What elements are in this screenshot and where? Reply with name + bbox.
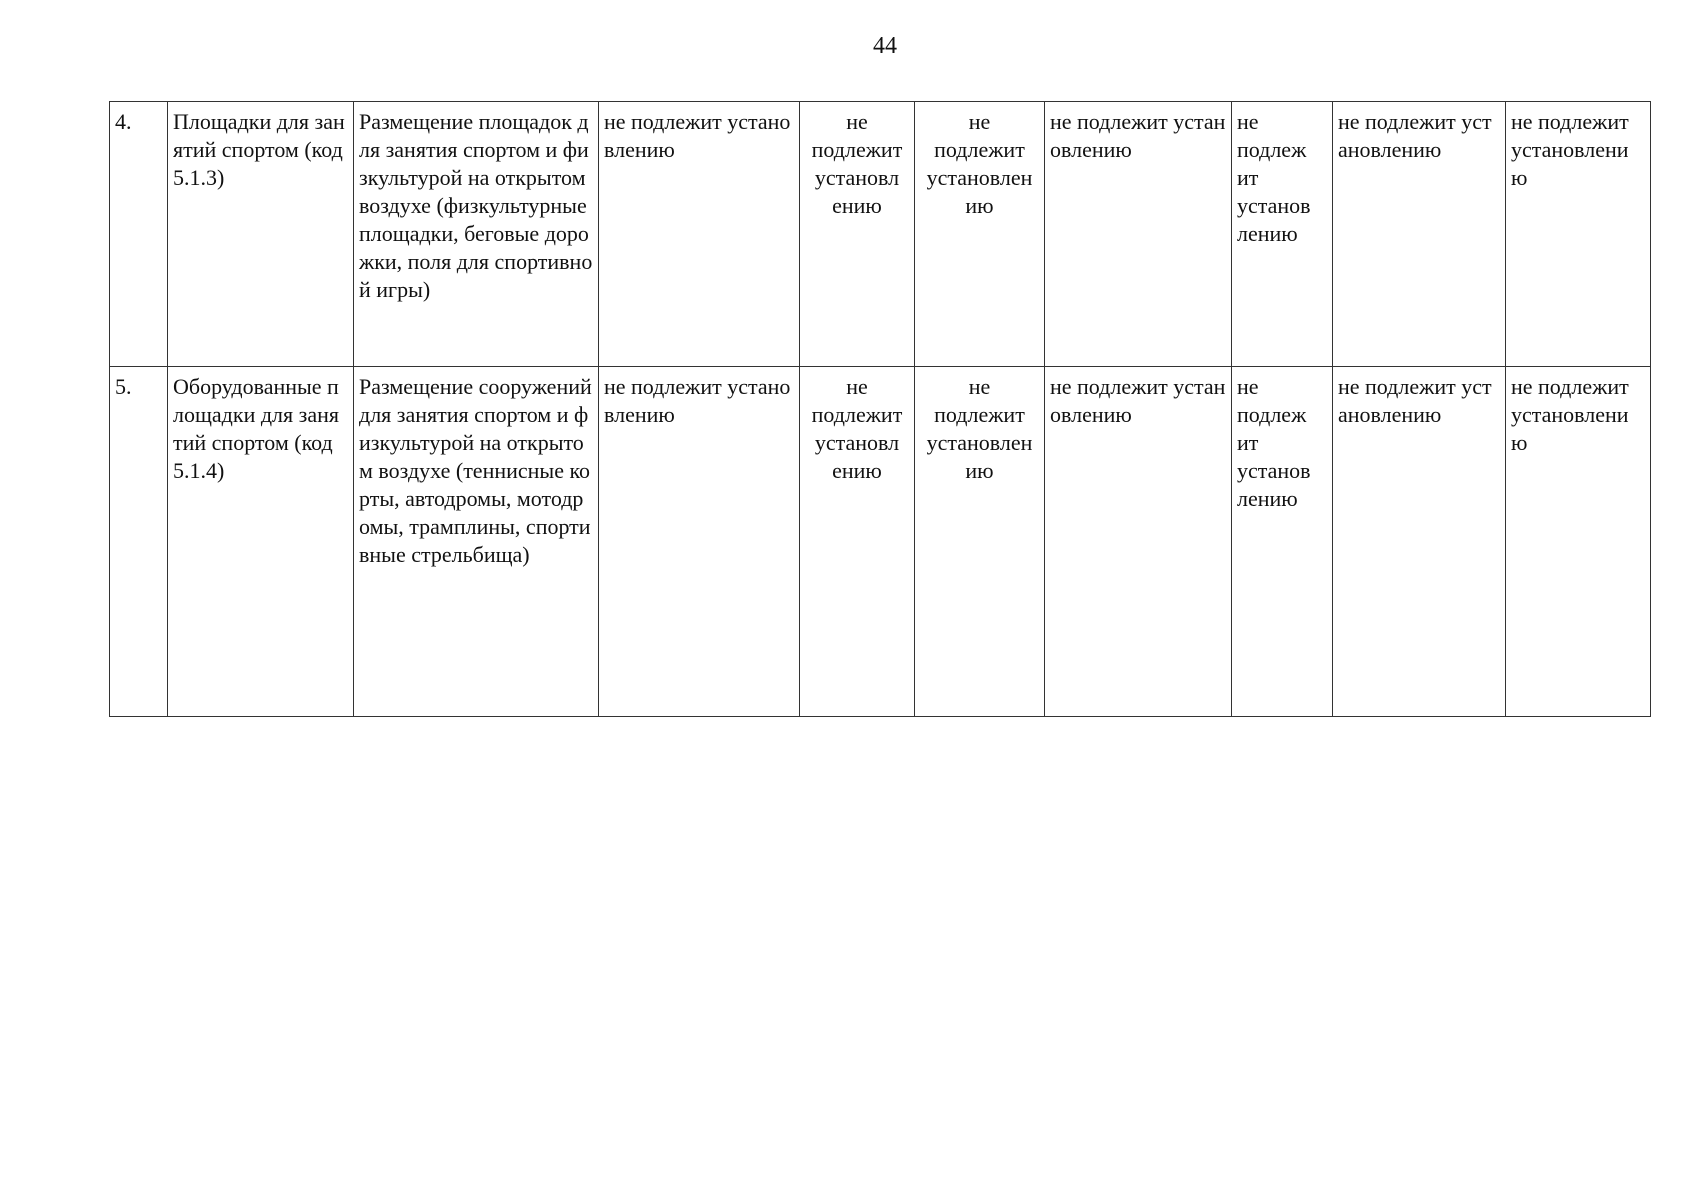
use-type-description: Размещение сооружений для занятия спортом и физкультурой на открытом воздухе (теннисные корты, автодромы, мотодромы, трамплины, спортивные стрельбища) [354, 367, 599, 717]
parameter-cell: не подлеж ит установ лению [1232, 102, 1333, 367]
use-type-name: Оборудованные площадки для занятий спортом (код 5.1.4) [168, 367, 354, 717]
parameter-cell: не подлежит установл ению [800, 367, 915, 717]
parameter-cell: не подлежит установлению [1333, 367, 1506, 717]
parameter-cell: не подлеж ит установ лению [1232, 367, 1333, 717]
page-number: 44 [873, 33, 897, 59]
parameter-cell: не подлежит установлению [1333, 102, 1506, 367]
use-type-description: Размещение площадок для занятия спортом и физкультурой на открытом воздухе (физкультурные площадки, беговые дорожки, поля для спортивной игры) [354, 102, 599, 367]
table-row [110, 102, 1651, 367]
parameter-cell: не подлежит установлени ю [1506, 102, 1651, 367]
parameter-cell: не подлежит установлени ю [1506, 367, 1651, 717]
parameter-cell: не подлежит установлен ию [915, 102, 1045, 367]
parameter-cell: не подлежит установлению [599, 367, 800, 717]
row-number: 5. [110, 367, 168, 717]
parameter-cell: не подлежит установлению [1045, 102, 1232, 367]
parameter-cell: не подлежит установлен ию [915, 367, 1045, 717]
parameter-cell: не подлежит установлению [1045, 367, 1232, 717]
parameter-cell: не подлежит установл ению [800, 102, 915, 367]
table-row [110, 367, 1651, 717]
row-number: 4. [110, 102, 168, 367]
land-use-table [109, 101, 1651, 717]
parameter-cell: не подлежит установлению [599, 102, 800, 367]
use-type-name: Площадки для занятий спортом (код 5.1.3) [168, 102, 354, 367]
